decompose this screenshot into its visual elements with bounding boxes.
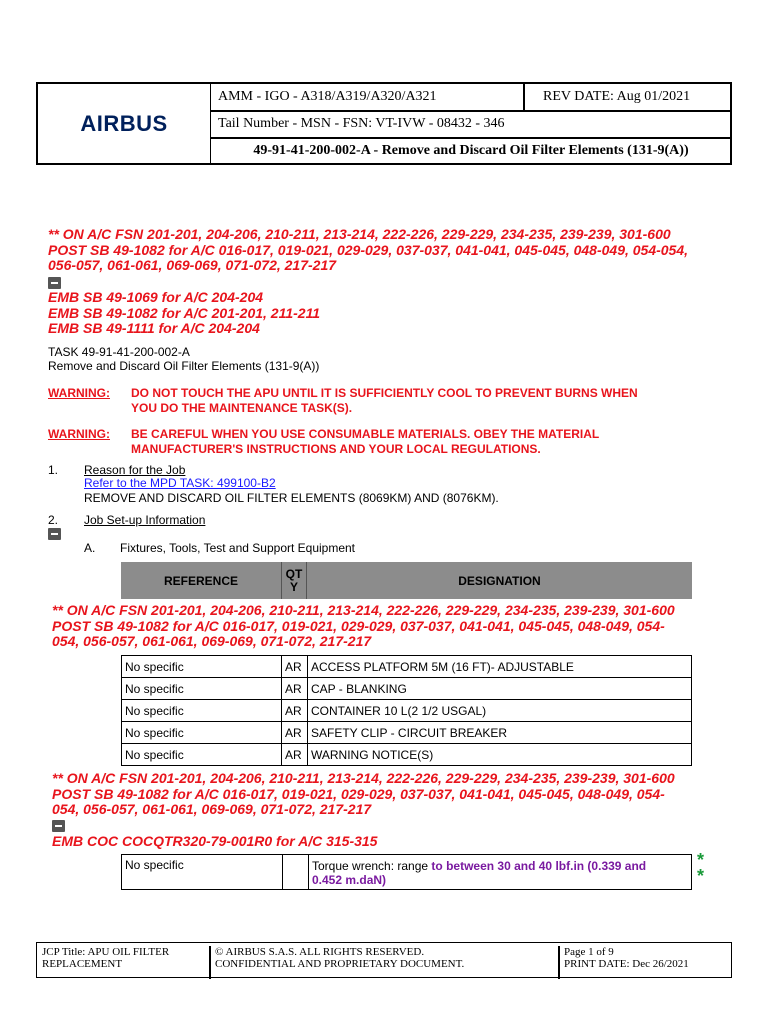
cell-qty: AR [282, 700, 308, 721]
collapse-icon[interactable] [48, 528, 61, 540]
qty-header-line: Y [289, 579, 298, 594]
cell-divider [282, 855, 283, 889]
effectivity-block-table-a [52, 603, 752, 650]
effectivity-block-table-b [52, 771, 752, 818]
footer-line: REPLACEMENT [42, 958, 123, 970]
effectivity-line: 054, 056-057, 061-061, 069-069, 071-072, 217-217 [52, 801, 372, 817]
cell-reference: No specific [122, 678, 282, 699]
collapse-icon[interactable] [48, 277, 61, 289]
print-date: PRINT DATE: Dec 26/2021 [564, 958, 689, 970]
table-row-torque [121, 854, 692, 890]
cell-reference: No specific [125, 858, 184, 872]
change-mark-icon: * [697, 850, 705, 870]
effectivity-line: ** ON A/C FSN 201-201, 204-206, 210-211, 213-214, 222-226, 229-229, 234-235, 239-239, 301-600 [52, 770, 675, 786]
warning-line: YOU DO THE MAINTENANCE TASK(S). [131, 401, 353, 415]
footer-copyright [215, 946, 464, 970]
effectivity-line: 054, 056-057, 061-061, 069-069, 071-072, 217-217 [52, 633, 372, 649]
section-title: Reason for the Job [84, 463, 186, 477]
qty-header-line: QT [285, 566, 303, 581]
table-row [121, 743, 692, 766]
cell-reference: No specific [122, 722, 282, 743]
emb-block [48, 290, 748, 337]
cell-designation: WARNING NOTICE(S) [311, 747, 434, 762]
cell-divider [308, 855, 309, 889]
effectivity-line: ** ON A/C FSN 201-201, 204-206, 210-211, 213-214, 222-226, 229-229, 234-235, 239-239, 301-600 [52, 602, 675, 618]
column-header-designation: DESIGNATION [458, 573, 541, 588]
effectivity-line: POST SB 49-1082 for A/C 016-017, 019-021, 029-029, 037-037, 041-041, 045-045, 048-049, 054- [52, 617, 665, 634]
page-number: Page 1 of 9 [564, 946, 614, 958]
table-row [121, 655, 692, 677]
collapse-icon[interactable] [52, 820, 65, 832]
tail-number: Tail Number - MSN - FSN: VT-IVW - 08432 - 346 [218, 116, 505, 131]
task-title-header: 49-91-41-200-002-A - Remove and Discard Oil Filter Elements (131-9(A)) [253, 143, 689, 158]
footer-jcp-title [42, 946, 169, 970]
document-header [36, 82, 732, 165]
effectivity-line: ** ON A/C FSN 201-201, 204-206, 210-211, 213-214, 222-226, 229-229, 234-235, 239-239, 301-600 [48, 226, 671, 242]
footer-divider [209, 946, 211, 979]
warning-line: MANUFACTURER'S INSTRUCTIONS AND YOUR LOCAL REGULATIONS. [131, 442, 541, 456]
warning-text [131, 386, 731, 416]
subsection-letter: A. [84, 541, 96, 555]
effectivity-line: 056-057, 061-061, 069-069, 071-072, 217-217 [48, 257, 337, 273]
section-number: 2. [48, 513, 59, 527]
effectivity-line: POST SB 49-1082 for A/C 016-017, 019-021, 029-029, 037-037, 041-041, 045-045, 048-049, 054-054, [48, 241, 689, 258]
cell-qty: AR [282, 678, 308, 699]
cell-designation: SAFETY CLIP - CIRCUIT BREAKER [311, 725, 508, 740]
cell-qty: AR [282, 744, 308, 765]
footer-line: © AIRBUS S.A.S. ALL RIGHTS RESERVED. [215, 946, 425, 958]
footer-page-info [564, 946, 689, 970]
warning-label: WARNING: [48, 386, 110, 400]
rev-date: REV DATE: Aug 01/2021 [543, 89, 691, 104]
mpd-task-link[interactable]: Refer to the MPD TASK: 499100-B2 [84, 476, 276, 490]
effectivity-line: POST SB 49-1082 for A/C 016-017, 019-021, 029-029, 037-037, 041-041, 045-045, 048-049, 054- [52, 785, 665, 802]
cell-designation: CAP - BLANKING [311, 681, 407, 696]
airbus-logo: AIRBUS [80, 110, 168, 136]
column-header-qty [281, 562, 307, 599]
cell-qty: AR [282, 656, 308, 677]
cell-reference: No specific [122, 656, 282, 677]
change-marks [697, 852, 704, 884]
section-number: 1. [48, 463, 59, 477]
change-mark-icon: * [697, 866, 705, 886]
cell-designation: ACCESS PLATFORM 5M (16 FT)- ADJUSTABLE [311, 659, 574, 674]
torque-prefix: Torque wrench: range [312, 859, 432, 873]
warning-label: WARNING: [48, 427, 110, 441]
column-header-reference: REFERENCE [163, 573, 238, 588]
warning-text [131, 427, 731, 457]
torque-range-highlight: to between 30 and 40 lbf.in (0.339 and [431, 859, 647, 873]
table-row [121, 677, 692, 699]
logo-cell [38, 84, 211, 163]
warning-line: DO NOT TOUCH THE APU UNTIL IT IS SUFFICIENTLY COOL TO PREVENT BURNS WHEN [131, 386, 638, 400]
warning-line: BE CAREFUL WHEN YOU USE CONSUMABLE MATERIALS. OBEY THE MATERIAL [131, 427, 600, 441]
cell-designation [312, 859, 692, 887]
task-title: Remove and Discard Oil Filter Elements (131-9(A)) [48, 359, 320, 373]
emb-coc-line: EMB COC COCQTR320-79-001R0 for A/C 315-315 [52, 833, 378, 849]
footer-divider [558, 946, 560, 979]
table-row [121, 721, 692, 743]
cell-reference: No specific [122, 744, 282, 765]
footer-line: JCP Title: APU OIL FILTER [42, 946, 170, 958]
table-header [121, 562, 692, 599]
table-row [121, 699, 692, 721]
cell-designation: CONTAINER 10 L(2 1/2 USGAL) [311, 703, 487, 718]
cell-qty: AR [282, 722, 308, 743]
reason-text: REMOVE AND DISCARD OIL FILTER ELEMENTS (8069KM) AND (8076KM). [84, 491, 499, 505]
subsection-title: Fixtures, Tools, Test and Support Equipment [120, 541, 356, 555]
manual-title: AMM - IGO - A318/A319/A320/A321 [218, 89, 437, 104]
footer-line: CONFIDENTIAL AND PROPRIETARY DOCUMENT. [215, 958, 465, 970]
emb-line: EMB SB 49-1069 for A/C 204-204 [48, 289, 264, 305]
section-title: Job Set-up Information [84, 513, 206, 527]
emb-line: EMB SB 49-1111 for A/C 204-204 [48, 320, 260, 336]
task-number: TASK 49-91-41-200-002-A [48, 345, 190, 359]
cell-reference: No specific [122, 700, 282, 721]
torque-range-highlight: 0.452 m.daN) [312, 873, 387, 887]
emb-line: EMB SB 49-1082 for A/C 201-201, 211-211 [48, 304, 321, 321]
effectivity-block-top [48, 227, 748, 274]
document-footer [36, 942, 732, 978]
